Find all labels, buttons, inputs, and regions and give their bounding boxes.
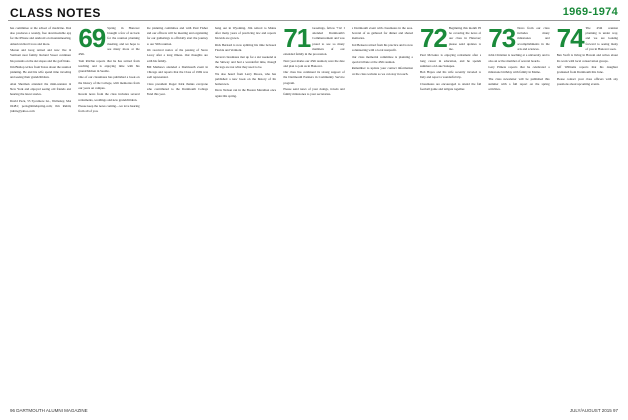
col4-p4: We also heard from Larry Moore, who has published a new book on the history of his hometown. [214,71,277,86]
col1-p4: Alan Sherman attended the mini-reunion in New York and enjoyed seeing old friends and hearing the latest stories. [10,81,72,97]
col2-p5: Please keep the notes coming—we love hearing from all of you. [78,104,140,114]
col4-p5: Drew Nelson ran in the Boston Marathon once again this spring. [214,88,277,98]
col2-p3: One of our classmates has published a book on the history of the College, with memories from our years on campus. [78,75,140,90]
col5-p1: Greetings, fellow '71s! I attended Dartmouth's Commencement and was proud to see so many members of our extended family in the procession. [283,26,345,57]
col7-p4: Classmates are encouraged to attend the fall football game and tailgate together. [419,81,482,92]
col6-p2: Ted Benson retired from his practice and is now volunteering with a local nonprofit. [351,42,413,53]
col6-p3: Our class memorial committee is planning a special tribute at the 45th reunion. [351,54,413,64]
column-1 [10,26,71,398]
column-9 [557,26,618,398]
class-year-marker: 69 [78,26,106,53]
col7-p1: Beginning this month I'll be covering the news of our class in Hanover; please send updates to me. [448,26,482,51]
col1-p2: Sharon and Greg retired and now live in Vermont near family. Roland Sweet continues his pursuits on the ski slopes and the golf links. [10,48,72,63]
col9-p4: Please contact your class officers with any questions about upcoming events. [556,76,618,86]
col5-p3: Our class has continued its strong support of the Dartmouth Partners in Community Service program. [283,70,345,85]
col5-p2: Next year marks our 45th reunion; save the date and plan to join us in Hanover. [283,58,345,68]
col7-p2: Paul McGuire is enjoying retirement after a long career in education, and he spends summers on Lake Sunapee. [419,53,482,68]
col2-p2: Tom Ritchie reports that he has retired from teaching and is enjoying time with his grandchildren in Seattle. [78,58,140,73]
footer-left: 96 DARTMOUTH ALUMNI MAGAZINE [10,408,88,413]
col7-p3: Bob Hayes and his wife recently traveled to Italy and report a wonderful trip. [419,70,482,80]
col3-p2: We received notice of the passing of Steve Lacey after a long illness. Our thoughts are with his family. [146,48,208,63]
class-year-marker: 72 [419,26,447,53]
col8-p3: Gary Pimeta reports that he celebrated a milestone birthday with family in Maine. [488,65,550,75]
notes-columns [10,26,618,398]
col8-p1: News from our class includes many milestones and accomplishments in the arts and sciences. [517,26,550,51]
col8-p4: The class newsletter will be published this summer with a full report on the spring activities. [488,76,550,92]
section-title: CLASS NOTES [10,6,101,20]
col9-p2: Ben Swift is living in Hawaii and writes about his work with local conservation groups. [556,53,618,63]
col6-p1: a Dartmouth event with classmates in the area. Several of us gathered for dinner and shared memories. [351,26,413,41]
col3-p1: the planning committee and with Paul Fisher and our officers will be meeting and organizing for our gatherings to officially start the journey to our 50th reunion. [146,26,208,46]
column-5 [283,26,344,398]
col4-p3: Several classmates met up for a ski weekend at the Skiway and had a wonderful time, though the legs are not what they used to be. [214,54,277,70]
class-years: 1969-1974 [562,6,618,18]
col2-p4: Recent news from the class includes several retirements, weddings and new grandchildren. [78,92,140,102]
col1-p5: David Peck, 55 Sycamore Ln., Wellesley, MA 02481; peck@mindspring.com; Jim Rubin; jrubin@yahoo.com [10,98,72,114]
column-2 [78,26,139,398]
footer-right: JULY/AUGUST 2015 97 [569,408,618,413]
col5-p4: Please send news of your doings, travels and family milestones to your secretaries. [283,87,345,97]
column-6 [352,26,413,398]
class-year-marker: 71 [283,26,311,53]
col3-p4: Class president Roger Kirk thanks everyone who contributed to the Dartmouth College Fund this year. [146,81,208,97]
page-footer [0,404,628,418]
col4-p2: Rick Bernard is now splitting his time between Florida and Vermont. [214,42,277,53]
col1-p3: Jim Bishop writes from Texas about the reunion planning. He and his wife spend time traveling and seeing their grandchildren. [10,65,72,80]
column-4 [215,26,276,398]
col3-p3: Bill Mathews attended a Dartmouth event in Chicago and reports that the Class of 1969 was well represented. [146,65,208,80]
col9-p3: Jeff Williams reports that his daughter graduated from Dartmouth this June. [556,65,618,75]
col8-p2: John Christian is teaching at a university and is also an active member of several boards. [488,53,550,63]
column-7 [420,26,481,398]
column-3 [147,26,208,398]
class-year-marker: 73 [488,26,516,53]
col2-p1: Spring in Hanover brought a few of us back for the reunion planning meeting, and we hope to see many more at the 45th. [78,26,140,57]
col6-p4: Remember to update your contact information on the class website so we can stay in touch. [351,66,413,76]
class-year-marker: 74 [556,26,584,53]
header-rule [8,20,620,21]
col9-p1: The 45th reunion planning is under way, and we are looking forward to seeing many of you in Hanover soon. [585,26,618,51]
col4-p1: hang out in Wyoming. Jim retired to Maine after many years of practicing law and reports his kids are grown. [214,26,277,41]
column-8 [488,26,549,398]
col1-p1: has committee at the school of medicine. Dan also produces a weekly, free downloadable app for the iPhone and Android on mountaineering, American Red Cross and more. [10,26,72,46]
page-header [0,0,628,22]
